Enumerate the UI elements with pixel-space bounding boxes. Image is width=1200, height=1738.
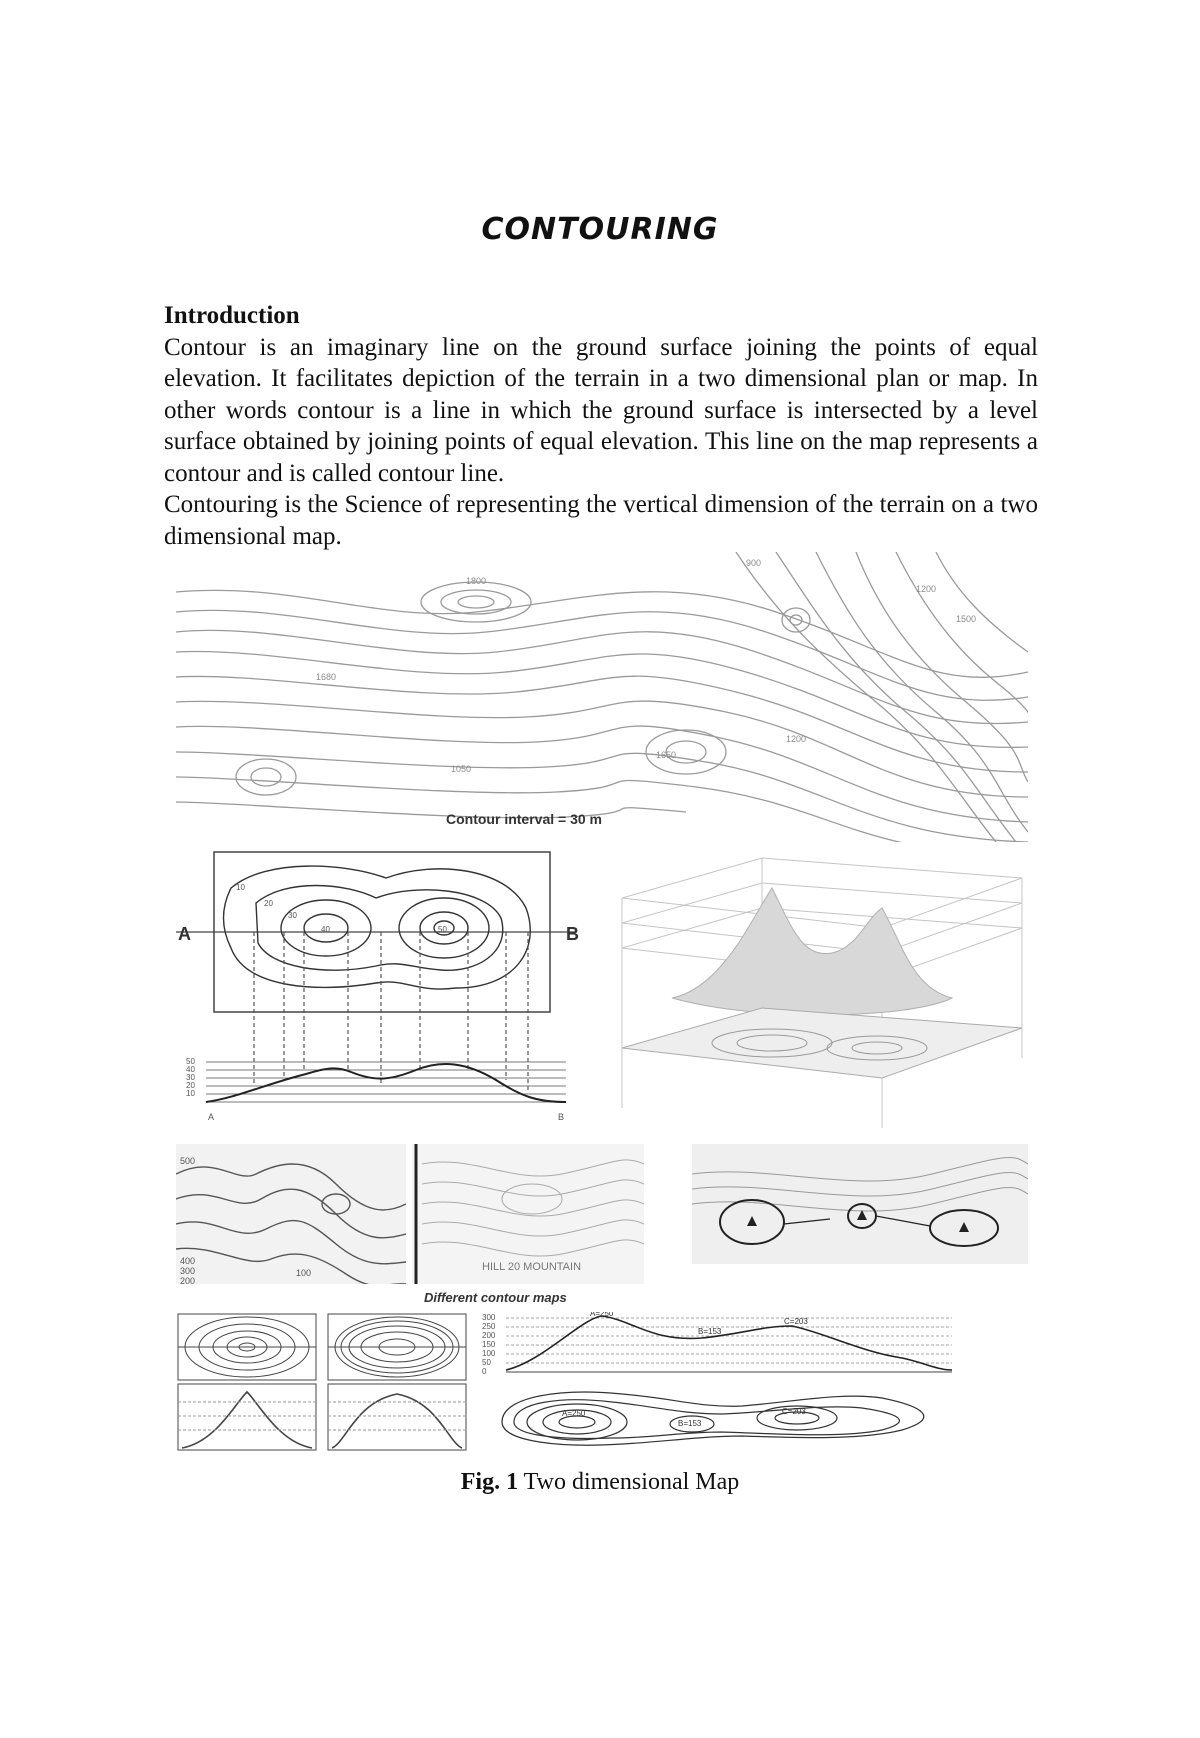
topo-label: 1050 (451, 764, 472, 774)
plan-value: 20 (264, 899, 273, 908)
topo-label: 1800 (466, 576, 487, 586)
figure-caption (0, 1469, 1200, 1496)
profile-value: 20 (186, 1081, 195, 1090)
paragraph-2: Contouring is the Science of representing the vertical dimension of the terrain on a two dimensional map. (164, 491, 1038, 550)
profile-value: 50 (186, 1057, 195, 1066)
figure-caption-text: Two dimensional Map (518, 1469, 740, 1495)
figure-number: Fig. 1 (460, 1469, 519, 1495)
mountain-label: HILL 20 MOUNTAIN (482, 1261, 582, 1273)
introduction-section (164, 300, 1038, 552)
profile-value: 10 (186, 1089, 195, 1098)
contour-map-small-3 (692, 1144, 1028, 1264)
map-label: 300 (180, 1266, 196, 1276)
topo-label: 1680 (316, 672, 337, 682)
section-profile-diagram (176, 848, 606, 1138)
map-label: 400 (180, 1256, 196, 1266)
contour-map-small-1 (176, 1144, 406, 1284)
topographic-map-image (176, 552, 1028, 842)
topo-label: 1500 (956, 614, 977, 624)
section-peak-label: C=203 (784, 1317, 808, 1326)
profile-base-b: B (558, 1112, 565, 1122)
paragraph-1: Contour is an imaginary line on the ground surface joining the points of equal elevation. It facilitates depiction of the terrain in a two dimensional plan or map. In other words contour is a line in which the ground surface is intersected by a level surface obtained by joining points of equal elevation. This line on the map represents a contour and is called contour line. (164, 333, 1038, 487)
contour-interval-label: Contour interval = 30 m (446, 811, 602, 827)
map-label: 500 (180, 1156, 196, 1166)
plan-value: 40 (321, 925, 330, 934)
plan-value: 10 (236, 883, 245, 892)
topo-label: 1650 (656, 750, 677, 760)
hill-sections-diagram (176, 1312, 476, 1452)
peak-section-plan-diagram (482, 1312, 1028, 1452)
section-peak-label: A=250 (590, 1312, 614, 1318)
section-value: 50 (482, 1358, 491, 1367)
section-value: 0 (482, 1367, 487, 1376)
topo-label: 1200 (786, 734, 807, 744)
point-b-label: B (566, 924, 579, 944)
section-value: 300 (482, 1313, 496, 1322)
map-label: 100 (296, 1268, 312, 1278)
contour-maps-caption-box (412, 1286, 712, 1308)
page-title: CONTOURING (481, 212, 719, 247)
map-label: 200 (180, 1276, 196, 1284)
contour-maps-caption: Different contour maps (424, 1290, 567, 1305)
plan-peak-label: B=153 (678, 1419, 702, 1428)
topo-label: 900 (746, 558, 762, 568)
profile-base-a: A (208, 1112, 215, 1122)
section-value: 200 (482, 1331, 496, 1340)
contour-map-small-2 (412, 1144, 644, 1284)
section-peak-label: B=153 (698, 1327, 722, 1336)
plan-value: 50 (438, 925, 447, 934)
section-value: 100 (482, 1349, 496, 1358)
section-value: 150 (482, 1340, 496, 1349)
figure-contour-maps (176, 552, 1028, 1452)
plan-value: 30 (288, 911, 297, 920)
topo-label: 1200 (916, 584, 937, 594)
plan-peak-label: C=203 (782, 1407, 806, 1416)
point-a-label: A (178, 924, 191, 944)
section-value: 250 (482, 1322, 496, 1331)
profile-value: 40 (186, 1065, 195, 1074)
section-heading: Introduction (164, 302, 300, 329)
plan-peak-label: A=250 (562, 1409, 586, 1418)
block-diagram-3d (612, 848, 1028, 1138)
profile-value: 30 (186, 1073, 195, 1082)
